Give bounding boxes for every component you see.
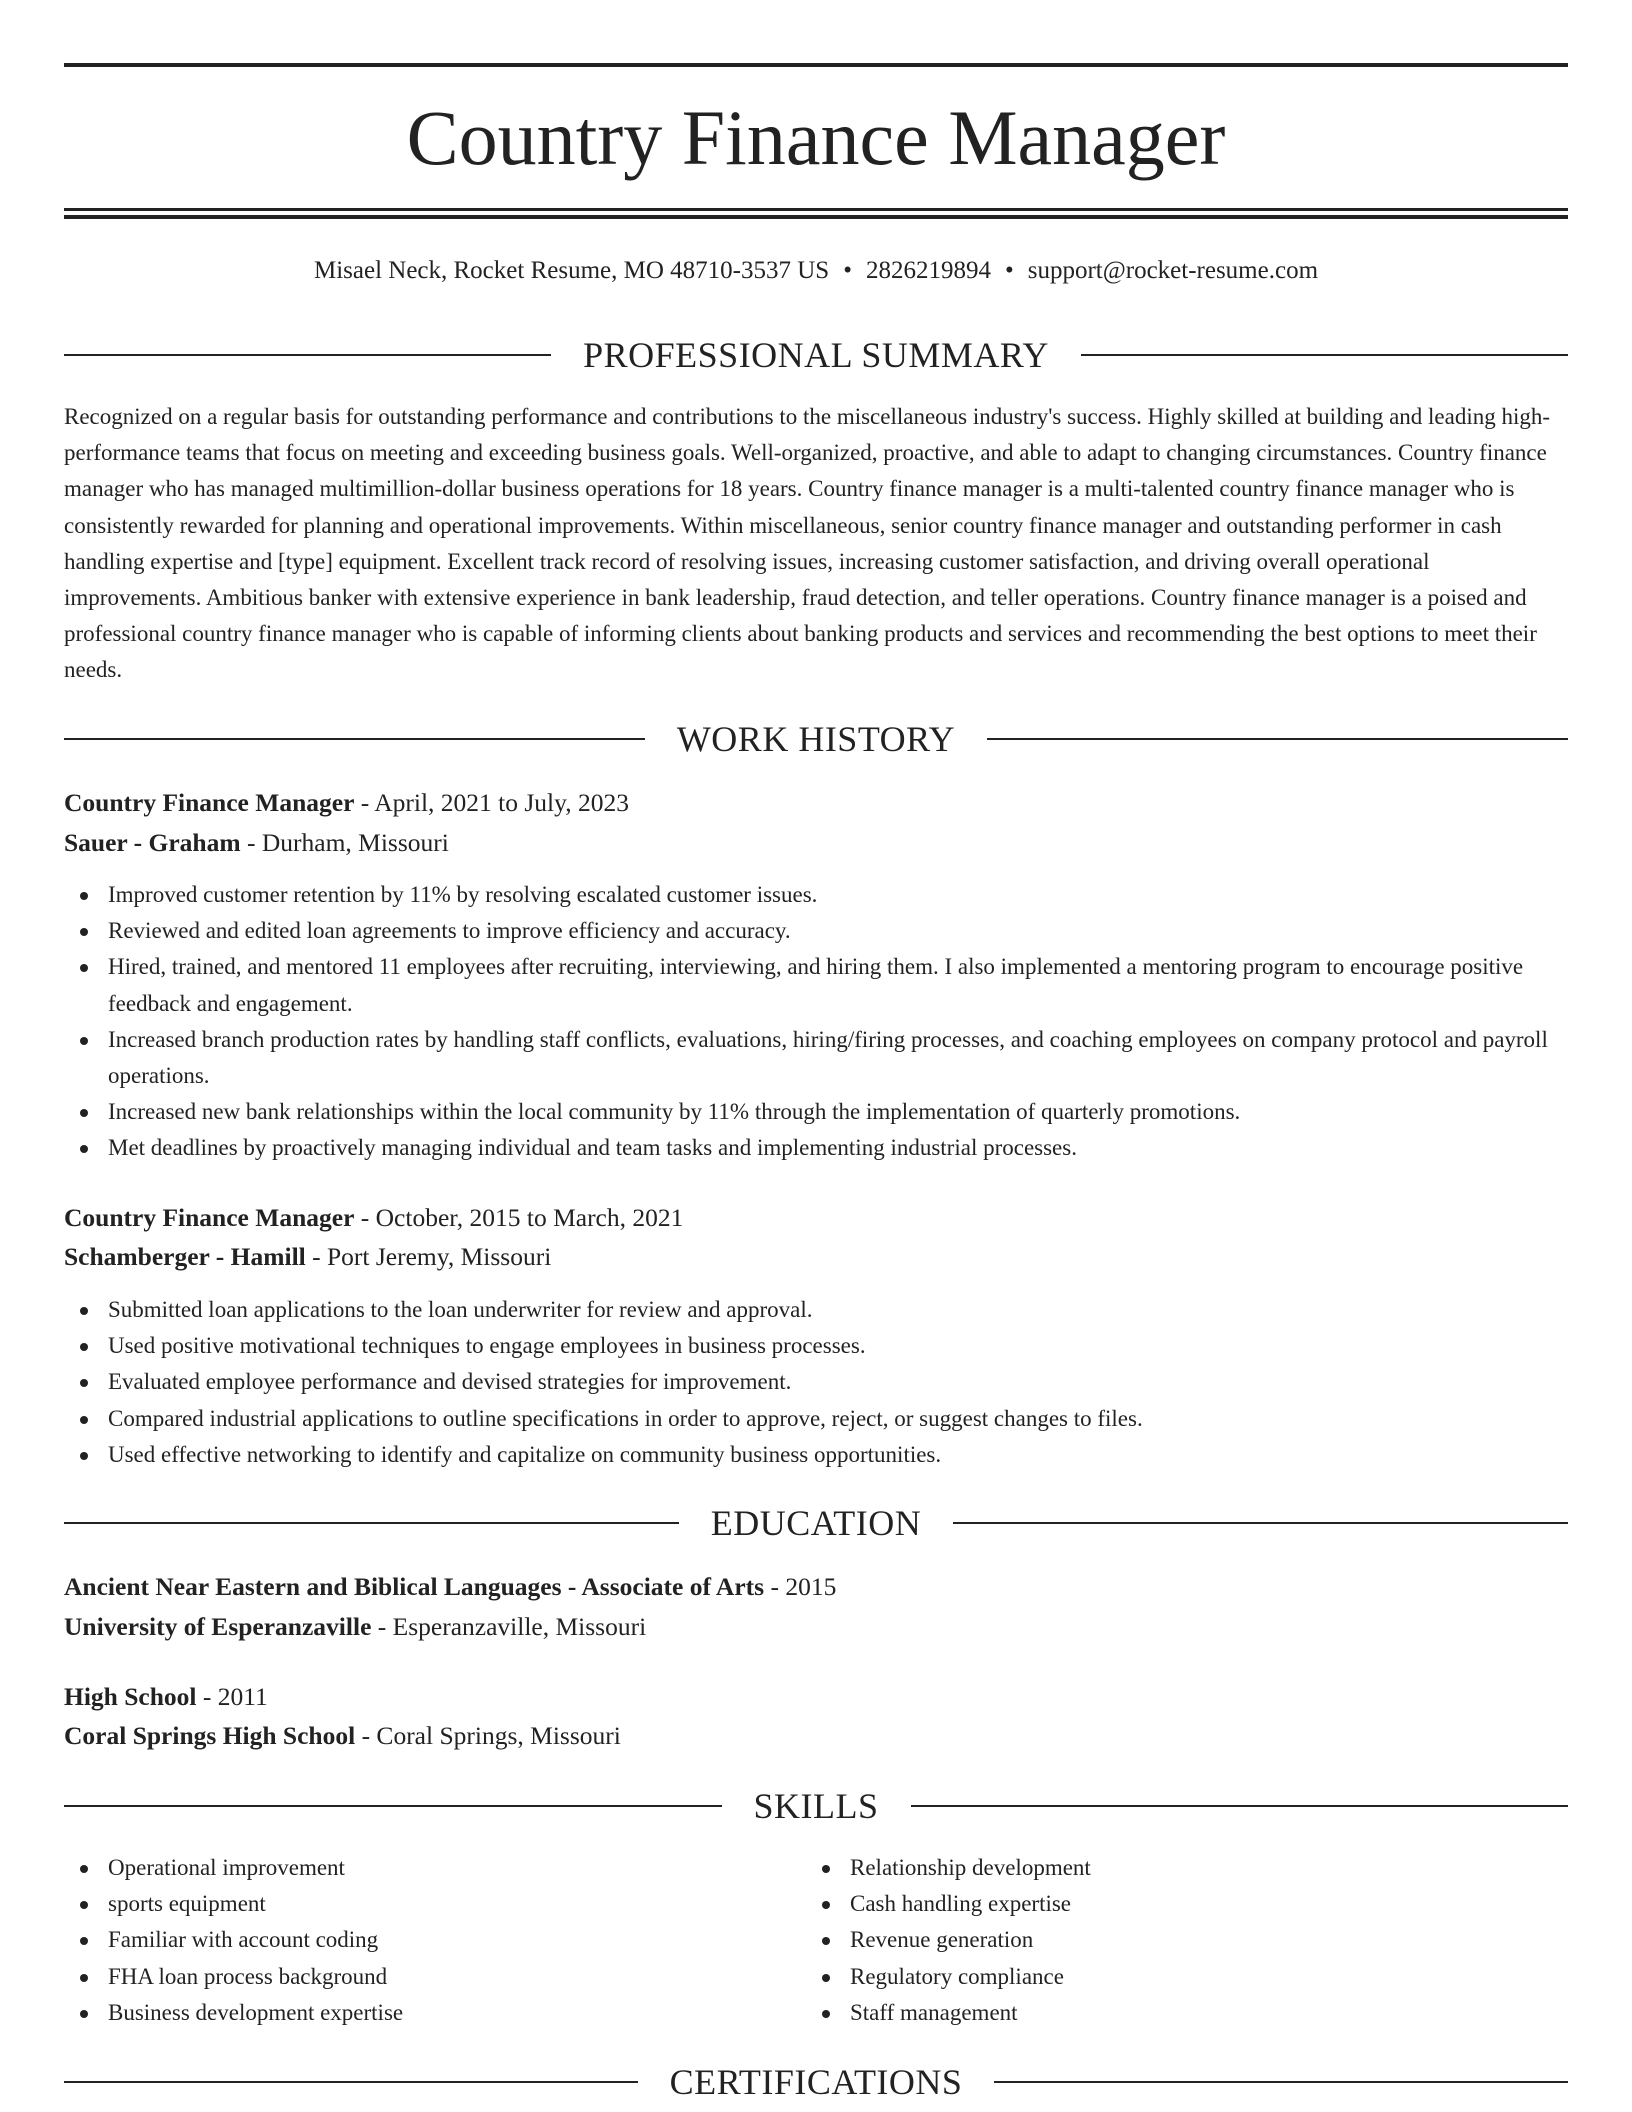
education-location: - Esperanzaville, Missouri (371, 1612, 647, 1641)
section-title: WORK HISTORY (676, 719, 956, 759)
heading-rule-left (64, 1522, 679, 1524)
job-employer-line (64, 825, 449, 861)
education-year: - 2011 (196, 1682, 268, 1711)
summary-paragraph: Recognized on a regular basis for outstanding performance and contributions to the miscellaneous industry's success. Highly skilled at building and leading high-performance teams that focus on meeting and exceeding business goals. Well-organized, proactive, and able to adapt to changing circumstances. Country finance manager who has managed multimillion-dollar business operations for 18 years. Country finance manager is a multi-talented country finance manager who is consistently rewarded for planning and operational improvements. Within miscellaneous, senior country finance manager and outstanding performer in cash handling expertise and [type] equipment. Excellent track record of resolving issues, increasing customer satisfaction, and driving overall operational improvements. Ambitious banker with extensive experience in bank leadership, fraud detection, and teller operations. Country finance manager is a poised and professional country finance manager who is capable of informing clients about banking products and services and recommending the best options to meet their needs. (64, 404, 1551, 683)
skill-item: Business development expertise (64, 1995, 1568, 2031)
list-item: Evaluated employee performance and devised strategies for improvement. (64, 1364, 1568, 1400)
skill-item: Operational improvement (64, 1850, 1568, 1886)
education-school-line (64, 1718, 621, 1754)
job-dates: - October, 2015 to March, 2021 (354, 1203, 684, 1232)
job-title: Country Finance Manager (64, 788, 355, 817)
skill-item: Regulatory compliance (806, 1959, 1632, 1995)
title-double-rule-lower (64, 215, 1568, 219)
resume-title: Country Finance Manager (406, 94, 1226, 181)
heading-rule-right (994, 2081, 1568, 2083)
job-location: - Durham, Missouri (240, 828, 449, 857)
skills-list-right (806, 1850, 1632, 2031)
heading-rule-left (64, 354, 551, 356)
list-item: Improved customer retention by 11% by resolving escalated customer issues. (64, 877, 1568, 913)
education-degree-line (64, 1569, 836, 1605)
skill-item: FHA loan process background (64, 1959, 1568, 1995)
education-location: - Coral Springs, Missouri (355, 1721, 621, 1750)
job-bullets (64, 877, 1568, 1167)
job-location: - Port Jeremy, Missouri (305, 1242, 552, 1271)
section-heading-summary (64, 333, 1568, 377)
list-item: Used positive motivational techniques to engage employees in business processes. (64, 1328, 1568, 1364)
list-item: Compared industrial applications to outline specifications in order to approve, reject, or suggest changes to files. (64, 1401, 1568, 1437)
education-school: University of Esperanzaville (64, 1612, 372, 1641)
skill-item: Familiar with account coding (64, 1922, 1568, 1958)
heading-rule-right (1081, 354, 1568, 356)
contact-email: support@rocket-resume.com (1027, 257, 1319, 284)
section-title: SKILLS (753, 1786, 879, 1826)
education-degree: High School (64, 1682, 197, 1711)
list-item: Submitted loan applications to the loan underwriter for review and approval. (64, 1292, 1568, 1328)
section-title: CERTIFICATIONS (669, 2062, 963, 2102)
education-school: Coral Springs High School (64, 1721, 356, 1750)
job-title: Country Finance Manager (64, 1203, 355, 1232)
contact-separator: • (843, 257, 852, 284)
job-employer: Sauer - Graham (64, 828, 241, 857)
skill-item: sports equipment (64, 1886, 1568, 1922)
education-degree: Ancient Near Eastern and Biblical Languages - Associate of Arts (64, 1572, 765, 1601)
section-heading-certifications (64, 2060, 1568, 2104)
list-item: Used effective networking to identify and capitalize on community business opportunities. (64, 1437, 1568, 1473)
title-double-rule-upper (64, 208, 1568, 211)
top-rule (64, 63, 1568, 67)
skill-item: Staff management (806, 1995, 1632, 2031)
job-employer-line (64, 1239, 551, 1275)
heading-rule-right (987, 738, 1568, 740)
heading-rule-right (953, 1522, 1568, 1524)
education-degree-line (64, 1679, 268, 1715)
list-item: Increased branch production rates by handling staff conflicts, evaluations, hiring/firing processes, and coaching employees on company protocol and payroll operations. (64, 1022, 1568, 1094)
list-item: Met deadlines by proactively managing individual and team tasks and implementing industrial processes. (64, 1130, 1568, 1166)
section-heading-work-history (64, 717, 1568, 761)
list-item: Reviewed and edited loan agreements to improve efficiency and accuracy. (64, 913, 1568, 949)
job-title-line (64, 1200, 683, 1236)
job-bullets (64, 1292, 1568, 1473)
job-dates: - April, 2021 to July, 2023 (354, 788, 629, 817)
job-title-line (64, 785, 629, 821)
contact-address: Misael Neck, Rocket Resume, MO 48710-3537 US (313, 257, 830, 284)
heading-rule-right (911, 1805, 1569, 1807)
section-heading-skills (64, 1784, 1568, 1828)
heading-rule-left (64, 2081, 638, 2083)
job-employer: Schamberger - Hamill (64, 1242, 306, 1271)
skill-item: Revenue generation (806, 1922, 1632, 1958)
contact-separator: • (1004, 257, 1014, 284)
skill-item: Relationship development (806, 1850, 1632, 1886)
section-title: PROFESSIONAL SUMMARY (583, 335, 1049, 375)
education-school-line (64, 1609, 646, 1645)
heading-rule-left (64, 1805, 722, 1807)
list-item: Increased new bank relationships within the local community by 11% through the implementation of quarterly promotions. (64, 1094, 1568, 1130)
heading-rule-left (64, 738, 645, 740)
contact-line (64, 255, 1568, 287)
education-year: - 2015 (764, 1572, 837, 1601)
contact-phone: 2826219894 (865, 257, 991, 284)
section-title: EDUCATION (710, 1503, 922, 1543)
list-item: Hired, trained, and mentored 11 employees after recruiting, interviewing, and hiring them. I also implemented a mentoring program to encourage positive feedback and engagement. (64, 949, 1568, 1021)
skill-item: Cash handling expertise (806, 1886, 1632, 1922)
section-heading-education (64, 1501, 1568, 1545)
